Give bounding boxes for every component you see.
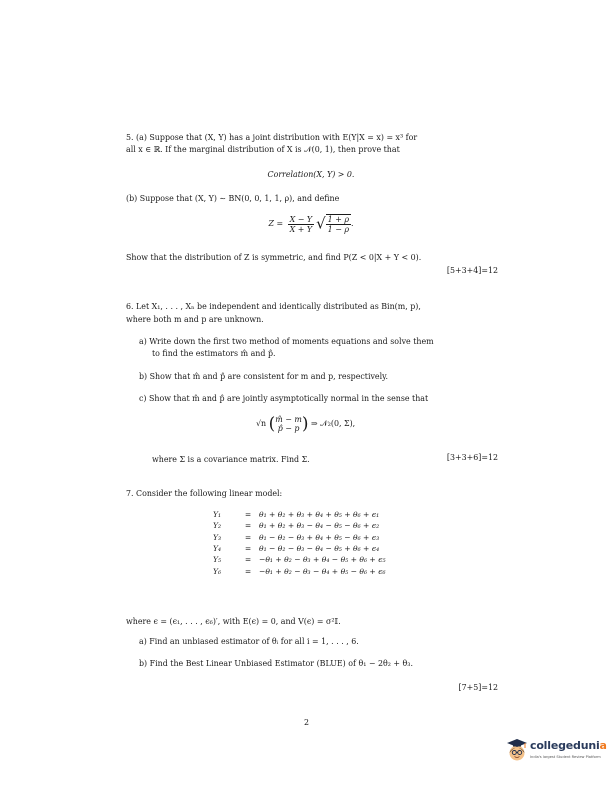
logo-tagline: India's largest Student Review Platform <box>530 755 601 759</box>
z-sqrt-denominator: 1 − ρ <box>327 225 349 235</box>
equation-lhs: Y₁ <box>213 509 222 519</box>
q5-a-line2: all x ∈ ℝ. If the marginal distribution of X is 𝒩(0, 1), then prove that <box>126 145 400 154</box>
z-fraction-denominator: X + Y <box>289 224 313 234</box>
sqrt-radical-symbol: √ <box>316 214 326 233</box>
q7-part-a: a) Find an unbiased estimator of θᵢ for all i = 1, . . . , 6. <box>139 637 359 646</box>
logo-wordmark-accent: a <box>599 739 607 752</box>
z-sqrt <box>316 214 351 234</box>
q6-intro-line2: where both m and p are unknown. <box>126 315 264 324</box>
equation-rhs: −θ₁ + θ₂ − θ₃ − θ₄ + θ₅ − θ₆ + ϵ₆ <box>259 566 386 576</box>
q6-marks: [3+3+6]=12 <box>446 453 498 462</box>
equation-rhs: −θ₁ + θ₂ − θ₃ + θ₄ − θ₅ + θ₆ + ϵ₅ <box>259 555 386 565</box>
sqrt-n: √n <box>256 418 267 428</box>
model-equation-row <box>213 543 386 554</box>
equation-lhs: Y₂ <box>213 521 222 531</box>
model-equation-row <box>213 555 386 566</box>
equation-rhs: θ₁ + θ₂ + θ₃ + θ₄ + θ₅ + θ₆ + ϵ₁ <box>259 509 380 519</box>
equals-sign: = <box>244 555 252 565</box>
equals-sign: = <box>244 532 252 542</box>
equation-lhs: Y₆ <box>213 566 222 576</box>
q5-a-line1: 5. (a) Suppose that (X, Y) has a joint distribution with E(Y|X = x) = x³ for <box>126 133 418 142</box>
q5-marks: [5+3+4]=12 <box>446 266 498 275</box>
equation-lhs: Y₅ <box>213 555 222 565</box>
model-equation-row <box>213 509 386 520</box>
equals-sign: = <box>244 509 252 519</box>
q5-b-intro: (b) Suppose that (X, Y) ∼ BN(0, 0, 1, 1, ρ), and define <box>126 194 340 203</box>
q7-intro: 7. Consider the following linear model: <box>126 489 283 498</box>
q7-where: where ϵ = (ϵ₁, . . . , ϵ₆)′, with E(ϵ) = 0, and V(ϵ) = σ²𝕀. <box>126 617 341 626</box>
right-paren: ) <box>301 414 309 434</box>
z-fraction <box>288 215 314 234</box>
equals-sign: = <box>244 543 252 553</box>
z-period: . <box>350 219 354 229</box>
q6-asymptotic-equation <box>256 413 355 435</box>
logo-wordmark <box>530 739 607 753</box>
left-paren: ( <box>268 414 276 434</box>
q6-part-c: c) Show that m̂ and p̂ are jointly asymptotically normal in the sense that <box>139 394 429 403</box>
equation-lhs: Y₃ <box>213 532 222 542</box>
equation-rhs: θ₁ − θ₂ − θ₃ − θ₄ − θ₅ + θ₆ + ϵ₄ <box>259 543 380 553</box>
z-lhs: Z = <box>268 219 284 229</box>
model-equation-row <box>213 532 386 543</box>
q7-part-b: b) Find the Best Linear Unbiased Estimator (BLUE) of θ₁ − 2θ₂ + θ₃. <box>139 659 413 668</box>
q5-z-definition <box>126 214 496 234</box>
collegedunia-logo <box>506 738 612 768</box>
vector-top: m̂ − m <box>275 414 302 424</box>
model-equation-row <box>213 520 386 531</box>
linear-model-system <box>213 509 386 577</box>
model-equation-row <box>213 566 386 577</box>
equals-sign: = <box>244 521 252 531</box>
q5-correlation-equation: Correlation(X, Y) > 0. <box>267 170 355 179</box>
vector-bottom: p̂ − p <box>277 424 300 434</box>
q6-where: where Σ is a covariance matrix. Find Σ. <box>152 455 310 464</box>
q6-intro-line1: 6. Let X₁, . . . , Xₙ be independent and identically distributed as Bin(m, p), <box>126 302 421 311</box>
convergence-rhs: ⇒ 𝒩₂(0, Σ), <box>311 418 356 428</box>
equation-rhs: θ₁ + θ₂ + θ₃ − θ₄ − θ₅ − θ₆ + ϵ₂ <box>259 521 380 531</box>
equation-lhs: Y₄ <box>213 543 222 553</box>
q6-part-b: b) Show that m̂ and p̂ are consistent for m and p, respectively. <box>139 372 389 381</box>
q6-part-a-line1: a) Write down the first two method of moments equations and solve them <box>139 337 434 346</box>
logo-wordmark-main: collegeduni <box>530 739 600 752</box>
z-sqrt-numerator: 1 + ρ <box>327 215 349 224</box>
estimator-vector <box>275 415 302 433</box>
q6-part-a-line2: to find the estimators m̂ and p̂. <box>152 349 276 358</box>
graduate-mascot-icon <box>506 738 528 762</box>
equation-rhs: θ₁ − θ₂ − θ₃ + θ₄ + θ₅ − θ₆ + ϵ₃ <box>259 532 380 542</box>
q7-marks: [7+5]=12 <box>458 683 498 692</box>
z-fraction-numerator: X − Y <box>289 214 313 224</box>
q5-b-show: Show that the distribution of Z is symmetric, and find P(Z < 0|X + Y < 0). <box>126 253 422 262</box>
page-number: 2 <box>304 718 310 727</box>
equals-sign: = <box>244 566 252 576</box>
